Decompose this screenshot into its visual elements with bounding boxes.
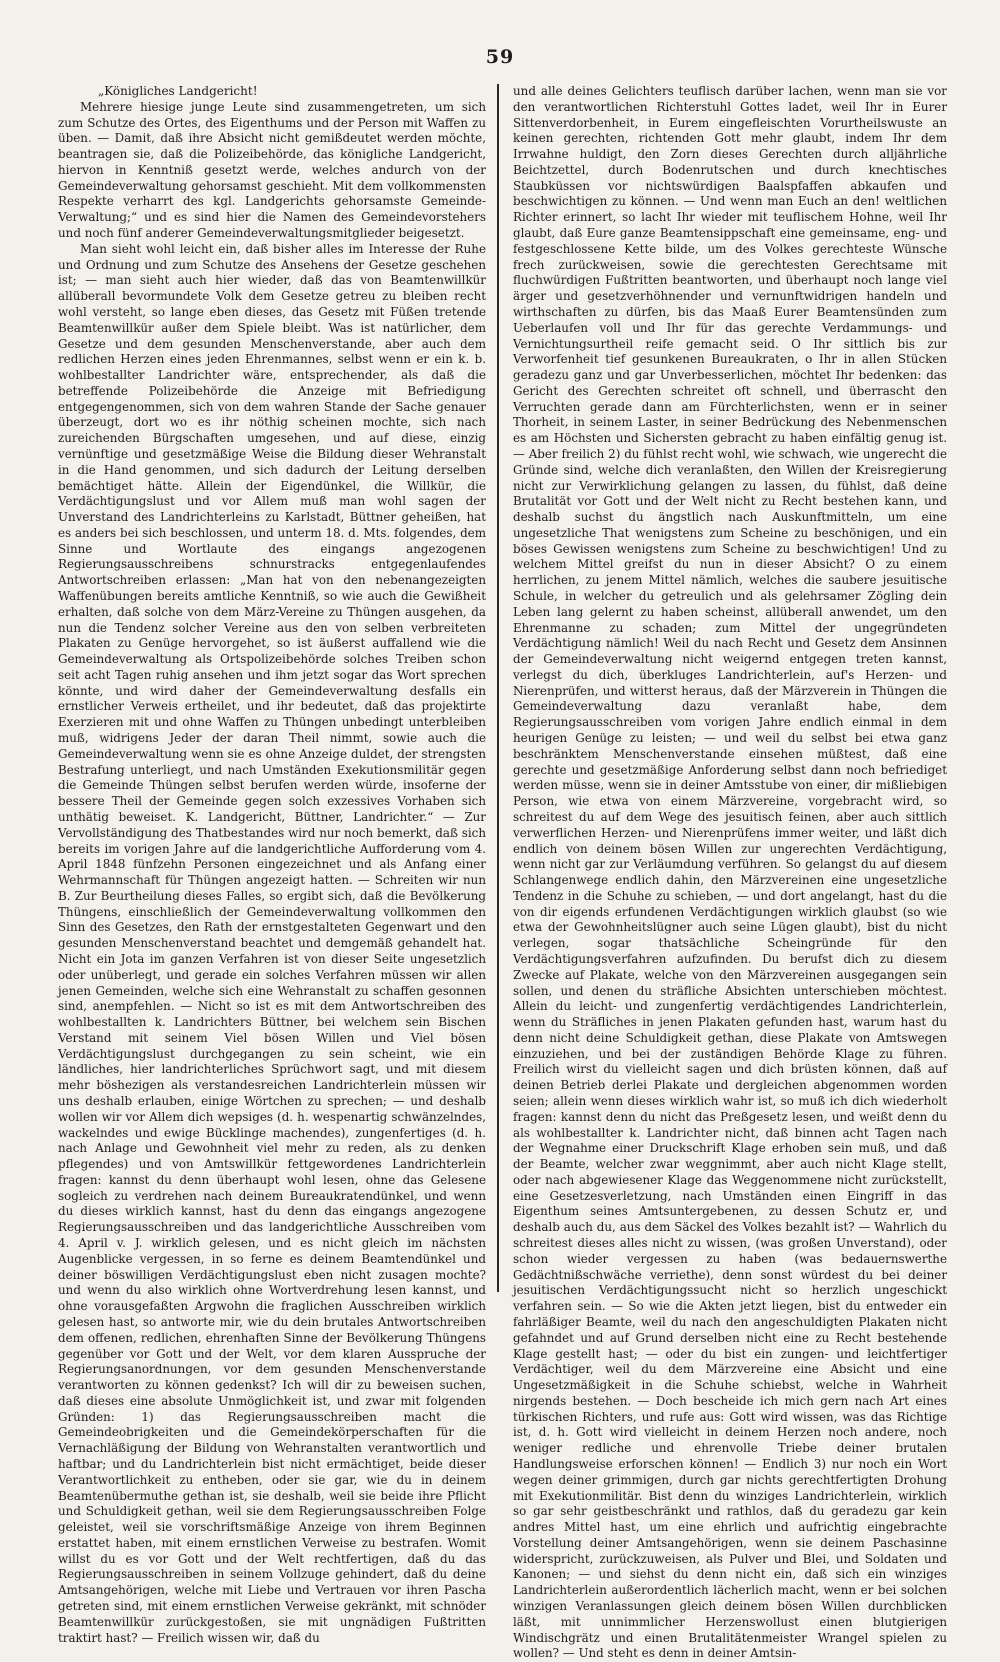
paragraph: Mehrere hiesige junge Leute sind zusammengetreten, um sich zum Schutze des Ortes, des Eigenthums und der Person mit Waffen zu üben. — Damit, daß ihre Absicht nicht gemißdeutet werden möchte, beantragen sie, daß die Polizeibehörde, das königliche Landgericht, hiervon in Kenntniß gesetzt werde, welches andurch von der Gemeindeverwaltung gehorsamst geschieht. Mit dem vollkommensten Respekte verharrt des kgl. Landgerichts gehorsamste Gemeinde-Verwaltung;“ und es sind hier die Namen des Gemeindevorstehers und noch fünf anderer Gemeindeverwaltungsmitglieder beigesetzt. [58, 99, 486, 241]
right-column [513, 84, 947, 1661]
paragraph: Man sieht wohl leicht ein, daß bisher alles im Interesse der Ruhe und Ordnung und zum Schutze des Ansehens der Gesetze geschehen ist; — man sieht auch hier wieder, daß das von Beamtenwillkür allüberall bevormundete Volk dem Gesetze getreu zu bleiben recht wohl versteht, so lange eben dieses, das Gesetz mit Füßen tretende Beamtenwillkür außer dem Spiele bleibt. Was ist natürlicher, dem Gesetze und dem gesunden Menschenverstande, aber auch dem redlichen Herzen eines jeden Ehrenmannes, selbst wenn er ein k. b. wohlbestallter Landrichter wäre, entsprechender, als daß die betreffende Polizeibehörde die Anzeige mit Befriedigung entgegengenommen, sich von dem wahren Stande der Sache genauer überzeugt, dort wo es ihr nöthig scheinen mochte, sich nach zureichenden Bürgschaften umgesehen, und auf diese, einzig vernünftige und gesetzmäßige Weise die Bildung dieser Wehranstalt in die Hand genommen, und sich dadurch der Leitung derselben bemächtiget hätte. Allein der Eigendünkel, die Willkür, die Verdächtigungslust und vor Allem muß man wohl sagen der Unverstand des Landrichterleins zu Karlstadt, Büttner geheißen, hat es anders bei sich beschlossen, und unterm 18. d. Mts. folgendes, dem Sinne und Wortlaute des eingangs angezogenen Regierungsausschreibens schnurstracks entgegenlaufendes Antwortschreiben erlassen: „Man hat von den nebenangezeigten Waffenübungen bereits amtliche Kenntniß, so wie auch die Gewißheit erhalten, daß solche von dem März-Vereine zu Thüngen ausgehen, da nun die Tendenz solcher Vereine aus den von selben verbreiteten Plakaten zu Genüge hervorgehet, so ist äußerst auffallend wie die Gemeindeverwaltung als Ortspolizeibehörde solches Treiben schon seit acht Tagen ruhig ansehen und ihm jetzt sogar das Wort sprechen könnte, und wird daher der Gemeindeverwaltung desfalls ein ernstlicher Verweis ertheilet, und ihr bedeutet, daß das projektirte Exerzieren mit und ohne Waffen zu Thüngen unbedingt unterbleiben muß, widrigens Jeder der daran Theil nimmt, sowie auch die Gemeindeverwaltung wenn sie es ohne Anzeige duldet, der strengsten Bestrafung unterliegt, und nach Umständen Exekutionsmilitär gegen die Gemeinde Thüngen selbst berufen werden würde, insoferne der bessere Theil der Gemeinde gegen solch exzessives Vorhaben sich unthätig beweiset. K. Landgericht, Büttner, Landrichter.“ — Zur Vervollständigung des Thatbestandes wird nur noch bemerkt, daß sich bereits im vorigen Jahre auf die landgerichtliche Aufforderung vom 4. April 1848 fünfzehn Personen eingezeichnet und als Anfang einer Wehrmannschaft für Thüngen angezeigt hatten. — Schreiten wir nun B. Zur Beurtheilung dieses Falles, so ergibt sich, daß die Bevölkerung Thüngens, einschließlich der Gemeindeverwaltung vollkommen den Sinn des Gesetzes, den Rath der ernstgestalteten Gegenwart und den gesunden Menschenverstand beachtet und demgemäß gehandelt hat. Nicht ein Jota im ganzen Verfahren ist von dieser Seite ungesetzlich oder unüberlegt, und gerade ein solches Verfahren müssen wir allen jenen Gemeinden, welche sich eine Wehranstalt zu schaffen gesonnen sind, anempfehlen. — Nicht so ist es mit dem Antwortschreiben des wohlbestallten k. Landrichters Büttner, bei welchem sein Bischen Verstand mit seinem Viel bösen Willen und Viel bösen Verdächtigungslust durchgegangen zu sein scheint, wie ein ländliches, hier landrichterliches Sprüchwort sagt, und mit diesem mehr böshezigen als verstandesreichen Landrichterlein müssen wir uns deshalb erlauben, einige Wörtchen zu sprechen; — und deshalb wollen wir vor Allem dich wepsiges (d. h. wespenartig schwänzelndes, wackelndes und ewige Bücklinge machendes), zungenfertiges (d. h. nach Anlage und Gewohnheit viel mehr zu reden, als zu denken pflegendes) und von Amtswillkür fettgewordenes Landrichterlein fragen: kannst du denn überhaupt wohl lesen, ohne das Gelesene sogleich zu verdrehen nach deinem Bureaukratendünkel, und wenn du dieses wirklich kannst, hast du denn das eingangs angezogene Regierungsausschreiben und das landgerichtliche Ausschreiben vom 4. April v. J. wirklich gelesen, und es nicht gleich im nächsten Augenblicke vergessen, in so ferne es deinem Beamtendünkel und deiner böswilligen Verdächtigungslust eben nicht zusagen mochte? und wenn du also wirklich ohne Wortverdrehung lesen kannst, und ohne vorausgefaßten Argwohn die fraglichen Ausschreiben wirklich gelesen hast, so antworte mir, wie du dein brutales Antwortschreiben dem offenen, redlichen, ehrenhaften Sinne der Bevölkerung Thüngens gegenüber vor Gott und der Welt, vor dem klaren Ausspruche der Regierungsanordnungen, vor dem gesunden Menschenverstande verantworten zu können gedenkst? Ich will dir zu beweisen suchen, daß dieses eine absolute Unmöglichkeit ist, und zwar mit folgenden Gründen: 1) das Regierungsausschreiben macht die Gemeindeobrigkeiten und die Gemeindekörperschaften für die Vernachläßigung der Bildung von Wehranstalten verantwortlich und haftbar; und du Landrichterlein bist nicht ermächtiget, beide dieser Verantwortlichkeit zu entheben, oder sie gar, wie du in deinem Beamtenübermuthe gethan ist, sie deshalb, weil sie beide ihre Pflicht und Schuldigkeit gethan, weil sie dem Regierungsausschreiben Folge geleistet, weil sie vorschriftsmäßige Anzeige von ihrem Beginnen erstattet haben, mit einem ernstlichen Verweise zu bestrafen. Womit willst du es vor Gott und der Welt rechtfertigen, daß du das Regierungsausschreiben in seinem Vollzuge gehindert, daß du deine Amtsangehörigen, welche mit Liebe und Vertrauen vor ihren Pascha getreten sind, mit einem ernstlichen Verweise gekränkt, mit schnöder Beamtenwillkür zurückgestoßen, sie mit ungnädigen Fußtritten traktirt hast? — Freilich wissen wir, daß du [58, 241, 486, 1645]
article-heading: „Königliches Landgericht! [98, 84, 258, 98]
paragraph: und alle deines Gelichters teuflisch darüber lachen, wenn man sie vor den verantwortlichen Richterstuhl Gottes ladet, weil Ihr in Eurer Sittenverdorbenheit, in Eurem eingefleischten Vorurtheilswuste an keinen gerechten, richtenden Gott mehr glaubt, indem Ihr dem Irrwahne huldigt, den Zorn dieses Gerechten durch alljährliche Beichtzettel, durch Bodenrutschen und durch knechtisches Staubküssen vor nichtswürdigen Baalspfaffen abkaufen und beschwichtigen zu können. — Und wenn man Euch an den! weltlichen Richter erinnert, so lacht Ihr wieder mit teuflischem Hohne, weil Ihr glaubt, daß Eure ganze Beamtensippschaft eine gemeinsame, eng- und festgeschlossene Kette bilde, um des Volkes gerechteste Wünsche frech zurückweisen, sowie die gerechtesten Gerechtsame mit fluchwürdigen Fußtritten beantworten, und überhaupt noch lange viel ärger und gesetzverhöhnender und vernunftwidrigen handeln und wirthschaften zu dürfen, bis das Maaß Eurer Beamtensünden zum Ueberlaufen voll und Ihr für das gerechte Verdammungs- und Vernichtungsurtheil reife gemacht seid. O Ihr sittlich bis zur Verworfenheit tief gesunkenen Bureaukraten, o Ihr in allen Stücken geradezu ganz und gar Unverbesserlichen, möchtet Ihr bedenken: das Gericht des Gerechten schreitet oft schnell, und überrascht den Verruchten gerade dann am Fürchterlichsten, wenn er in seiner Thorheit, in seinem Laster, in seiner Bedrückung des Nebenmenschen es am Höchsten und Sichersten gebracht zu haben einfältig genug ist. — Aber freilich 2) du fühlst recht wohl, wie schwach, wie ungerecht die Gründe sind, welche dich veranlaßten, den Willen der Kreisregierung nicht zur Verwirklichung gelangen zu lassen, du fühlst, daß deine Brutalität vor Gott und der Welt nicht zu Recht bestehen kann, und deshalb suchst du ängstlich nach Auskunftmitteln, um eine ungesetzliche That wenigstens zum Scheine zu beschönigen, und ein böses Gewissen wenigstens zum Scheine zu beschwichtigen! Und zu welchem Mittel greifst du nun in dieser Absicht? O zu einem herrlichen, zu jenem Mittel nämlich, welches die saubere jesuitische Schule, in welcher du getreulich und als gelehrsamer Zögling dein Leben lang gelernt zu haben scheinst, allüberall anwendet, um den Ehrenmanne zu schaden; zum Mittel der ungegründeten Verdächtigung nämlich! Weil du nach Recht und Gesetz dem Ansinnen der Gemeindeverwaltung nicht weigernd entgegen treten kannst, verlegst du dich, überkluges Landrichterlein, auf's Herzen- und Nierenprüfen, und witterst heraus, daß der Märzverein in Thüngen die Gemeindeverwaltung dazu veranlaßt habe, dem Regierungsausschreiben vom vorigen Jahre endlich einmal in dem heurigen Genüge zu leisten; — und weil du selbst bei etwa ganz beschränktem Menschenverstande einsehen müßtest, daß eine gerechte und gesetzmäßige Anforderung selbst dann noch befriediget werden müsse, wenn sie in deiner Amtsstube von einer, dir mißliebigen Person, wie etwa von einem Märzvereine, vorgebracht wird, so schreitest du auf dem Wege des jesuitisch feinen, aber auch sittlich verwerflichen Herzen- und Nierenprüfens immer weiter, und läßt dich endlich von deinem bösen Willen zur ungerechten Verdächtigung, wenn nicht gar zur Verläumdung verführen. So gelangst du auf diesem Schlangenwege endlich dahin, den Märzvereinen eine ungesetzliche Tendenz in die Schuhe zu schieben, — und dort angelangt, hast du die von dir eigends erfundenen Verdächtigungen wirklich glaubst (so wie etwa der Gewohnheitslügner auch seine Lügen glaubt), bist du nicht verlegen, sogar thatsächliche Scheingründe für den Verdächtigungsverfahren aufzufinden. Du berufst dich zu diesem Zwecke auf Plakate, welche von den Märzvereinen ausgegangen sein sollen, und denen du sträfliche Absichten unterschieben möchtest. Allein du leicht- und zungenfertig verdächtigendes Landrichterlein, wenn du Sträfliches in jenen Plakaten gefunden hast, warum hast du denn nicht deine Schuldigkeit gethan, diese Plakate von Amtswegen einzuziehen, und bei der zuständigen Behörde Klage zu führen. Freilich wirst du vielleicht sagen und dich brüsten können, daß auf deinen Betrieb derlei Plakate und dergleichen abgenommen worden seien; allein wenn dieses wirklich wahr ist, so muß ich dich wiederholt fragen: kannst denn du nicht das Preßgesetz lesen, und weißt denn du als wohlbestallter k. Landrichter nicht, daß binnen acht Tagen nach der Wegnahme einer Druckschrift Klage erhoben sein muß, und daß der Beamte, welcher zwar weggnimmt, aber auch nicht Klage stellt, oder nach abgewiesener Klage das Weggenommene nicht zurückstellt, eine Gesetzesverletzung, nach Umständen einen Eingriff in das Eigenthum seines Amtsuntergebenen, zu dessen Schutz er, und deshalb auch du, aus dem Säckel des Volkes bezahlt ist? — Wahrlich du schreitest dieses alles nicht zu wissen, (was großen Unverstand), oder schon wieder vergessen zu haben (was bedauernswerthe Gedächtnißschwäche verriethe), denn sonst würdest du bei deiner jesuitischen Verdächtigungssucht nicht so herzlich ungeschickt verfahren sein. — So wie die Akten jetzt liegen, bist du entweder ein fahrläßiger Beamte, weil du nach den angeschuldigten Plakaten nicht gefahndet und auf Grund derselben nicht eine zu Recht bestehende Klage gestellt hast; — oder du bist ein zungen- und leichtfertiger Verdächtiger, weil du dem Märzvereine eine Absicht und eine Ungesetzmäßigkeit in die Schuhe schiebst, welche in Wahrheit nirgends bestehen. — Doch bescheide ich mich gern nach Art eines türkischen Richters, und rufe aus: Gott wird wissen, was das Richtige ist, d. h. Gott wird vielleicht in deinem Herzen noch andere, noch weniger redliche und ehrenvolle Triebe deiner brutalen Handlungsweise erforschen können! — Endlich 3) nur noch ein Wort wegen deiner grimmigen, durch gar nichts gerechtfertigten Drohung mit Exekutionmilitär. Bist denn du winziges Landrichterlein, wirklich so gar sehr geistbeschränkt und rathlos, daß du geradezu gar kein andres Mittel hast, um eine ehrlich und aufrichtig eingebrachte Vorstellung deiner Amtsangehörigen, wenn sie deinem Paschasinne widerspricht, zurückzuweisen, als Pulver und Blei, und Soldaten und Kanonen; — und siehst du denn nicht ein, daß sich ein winziges Landrichterlein außerordentlich lächerlich macht, wenn er bei solchen winzigen Veranlassungen gleich deinem bösen Willen durchblicken läßt, mit unnimmlicher Herzenswollust einen blutgierigen Windischgrätz und einen Brutalitätenmeister Wrangel spielen zu wollen? — Und steht es denn in deiner Amtsin- [513, 84, 947, 1661]
page-number: 59 [485, 46, 515, 68]
column-divider [497, 84, 499, 1292]
left-column [58, 84, 486, 1645]
